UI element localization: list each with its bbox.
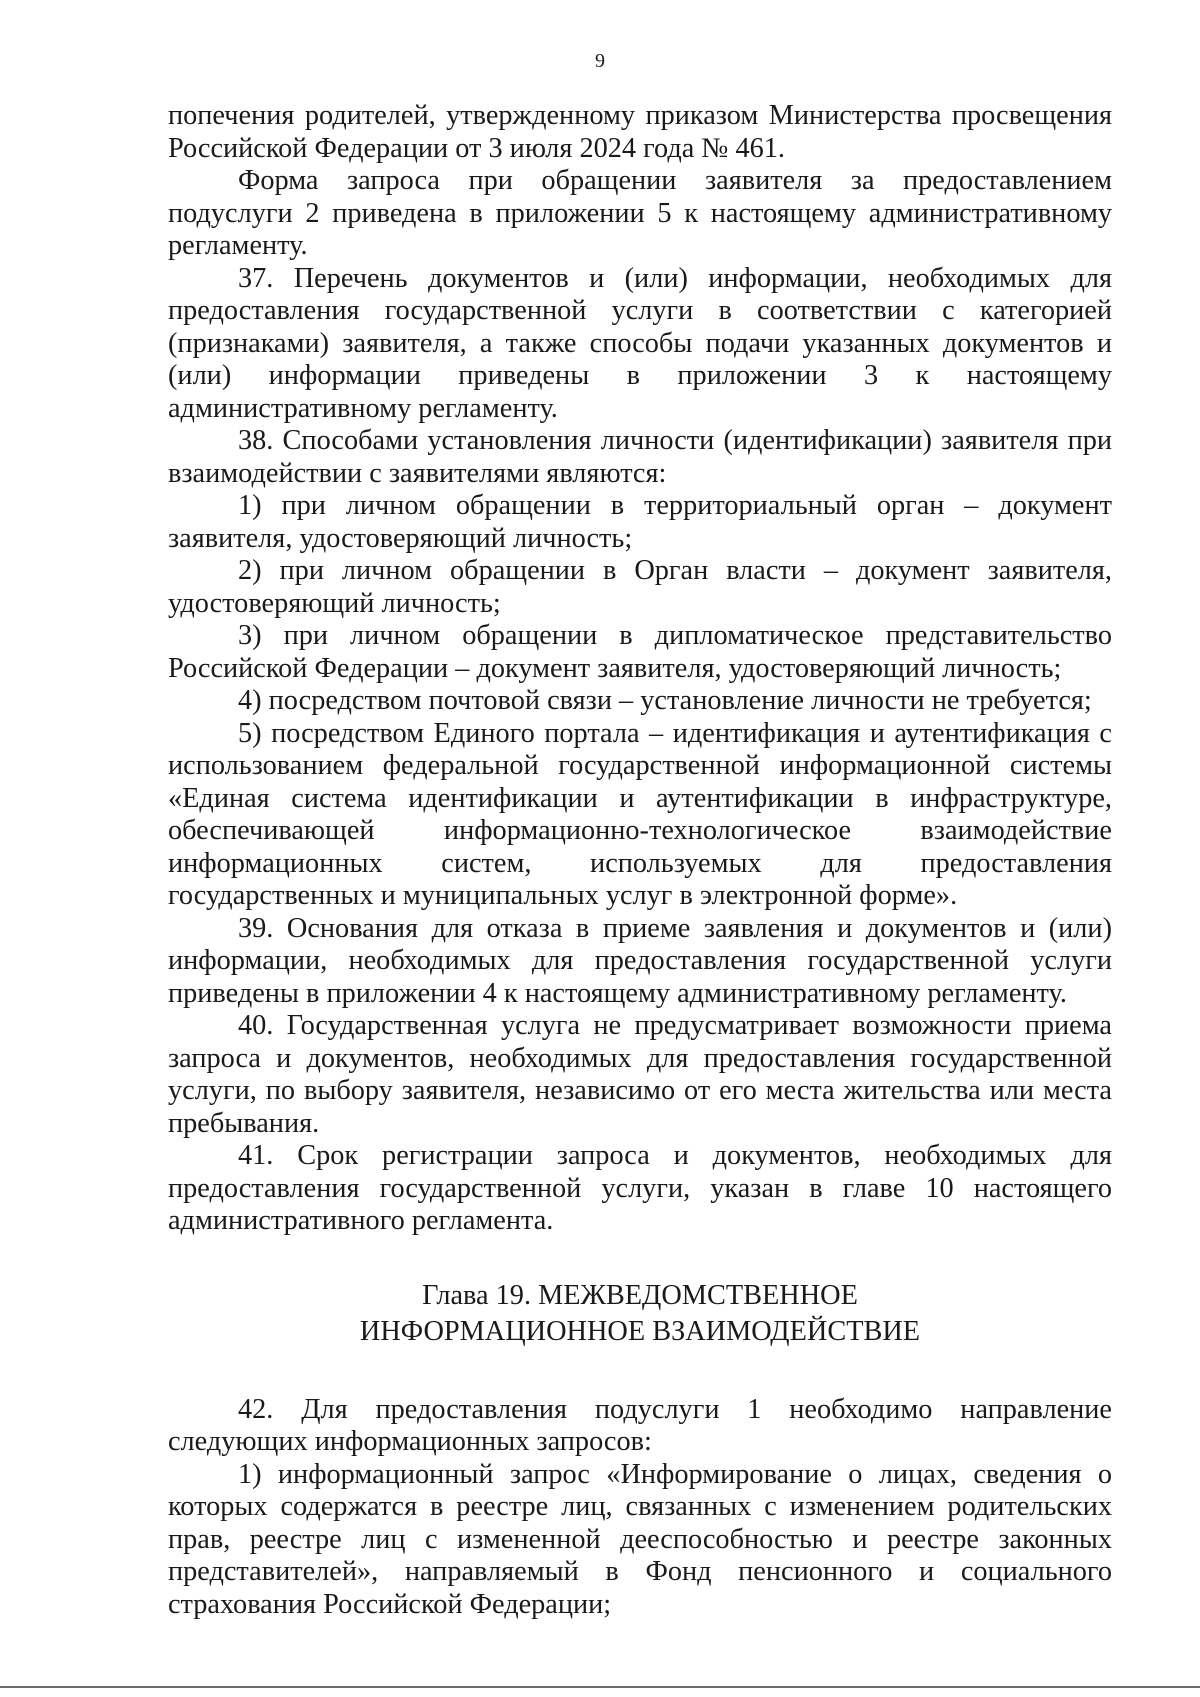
document-body	[168, 100, 1112, 1621]
chapter-heading-line-1: Глава 19. МЕЖВЕДОМСТВЕННОЕ	[422, 1279, 858, 1311]
paragraph-item-37: 37. Перечень документов и (или) информации, необходимых для предоставления государственной услуги в соответствии с категорией (признаками) заявителя, а также способы подачи указанных документов и (или) информации приведены в приложении 3 к настоящему административному регламенту.	[168, 262, 1112, 424]
list-item: 4) посредством почтовой связи – установление личности не требуется;	[238, 685, 1092, 716]
chapter-heading-line-2: ИНФОРМАЦИОННОЕ ВЗАИМОДЕЙСТВИЕ	[359, 1315, 921, 1347]
list-item: 2) при личном обращении в Орган власти – документ заявителя, удостоверяющий личность;	[168, 555, 1112, 619]
chapter-heading	[168, 1278, 1112, 1350]
paragraph-item-39: 39. Основания для отказа в приеме заявления и документов и (или) информации, необходимых для предоставления государственной услуги приведены в приложении 4 к настоящему административному регламенту.	[168, 912, 1112, 1009]
list-item: 3) при личном обращении в дипломатическое представительство Российской Федерации – документ заявителя, удостоверяющий личность;	[168, 620, 1112, 684]
paragraph: попечения родителей, утвержденному приказом Министерства просвещения Российской Федерации от 3 июля 2024 года № 461.	[168, 100, 1112, 164]
paragraph-item-40: 40. Государственная услуга не предусматривает возможности приема запроса и документов, необходимых для предоставления государственной услуги, по выбору заявителя, независимо от его места жительства или места пребывания.	[168, 1010, 1112, 1139]
list-item: 1) при личном обращении в территориальный орган – документ заявителя, удостоверяющий личность;	[168, 490, 1112, 554]
paragraph-item-41: 41. Срок регистрации запроса и документов, необходимых для предоставления государственной услуги, указан в главе 10 настоящего административного регламента.	[168, 1140, 1112, 1236]
paragraph-item-42: 42. Для предоставления подуслуги 1 необходимо направление следующих информационных запросов:	[168, 1393, 1112, 1457]
list-item: 5) посредством Единого портала – идентификация и аутентификация с использованием федеральной государственной информационной системы «Единая система идентификации и аутентификации в инфраструктуре, обеспечивающей информационно-технологическое взаимодействие информационных систем, используемых для предоставления государственных и муниципальных услуг в электронной форме».	[168, 717, 1112, 911]
page-bottom-rule	[0, 1686, 1200, 1688]
list-item: 1) информационный запрос «Информирование о лицах, сведения о которых содержатся в реестре лиц, связанных с изменением родительских прав, реестре лиц с измененной дееспособностью и реестре законных представителей», направляемый в Фонд пенсионного и социального страхования Российской Федерации;	[168, 1458, 1112, 1620]
page-number: 9	[595, 50, 605, 72]
paragraph: Форма запроса при обращении заявителя за предоставлением подуслуги 2 приведена в приложении 5 к настоящему административному регламенту.	[168, 165, 1112, 261]
paragraph-item-38: 38. Способами установления личности (идентификации) заявителя при взаимодействии с заявителями являются:	[168, 425, 1112, 489]
